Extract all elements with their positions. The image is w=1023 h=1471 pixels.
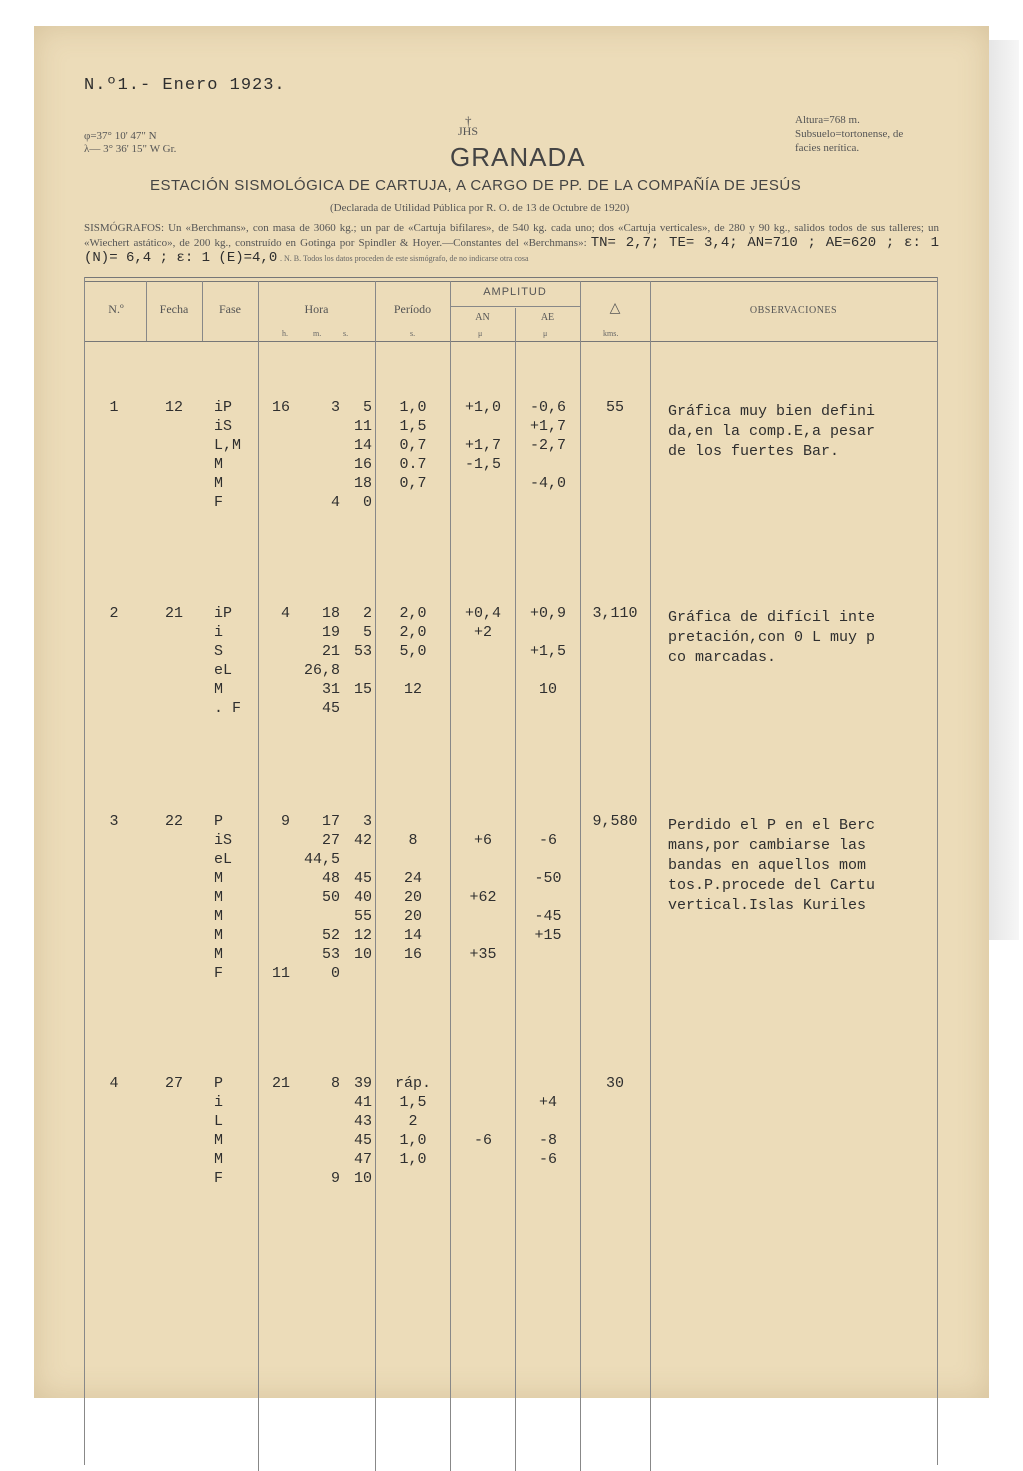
phase-cell: M	[214, 681, 224, 698]
second-cell: 11	[353, 418, 372, 435]
amplitude-ae-cell: -8	[538, 1132, 557, 1149]
declaration-note: (Declarada de Utilidad Pública por R. O. de 13 de Octubre de 1920)	[330, 202, 630, 214]
second-cell: 42	[353, 832, 372, 849]
period-cell: ráp.	[394, 1075, 431, 1092]
unit-hours: h.	[282, 329, 288, 338]
amplitude-ae-cell: +1,7	[529, 418, 566, 435]
phase-cell: M	[214, 889, 224, 906]
event-distance: 30	[605, 1075, 624, 1092]
period-cell: 1,0	[399, 399, 427, 416]
phase-cell: i	[214, 624, 224, 641]
observation-line: Perdido el P en el Berc	[668, 817, 876, 834]
period-cell: 2	[408, 1113, 418, 1130]
second-cell: 10	[353, 1170, 372, 1187]
minute-cell: 17	[321, 813, 340, 830]
header-no: N.º	[108, 302, 124, 316]
phase-cell: L	[214, 1113, 224, 1130]
minute-cell: 53	[321, 946, 340, 963]
event-date: 12	[164, 399, 183, 416]
unit-mu-an: μ	[478, 329, 483, 338]
amplitude-ae-cell: +1,5	[529, 643, 566, 660]
issue-label: N.º1.- Enero 1923.	[84, 76, 286, 95]
minute-cell: 31	[321, 681, 340, 698]
period-cell: 20	[403, 889, 422, 906]
hour-cell: 16	[271, 399, 290, 416]
altitude-line: Altura=768 m.	[795, 114, 860, 126]
phase-cell: . F	[214, 700, 242, 717]
phase-cell: P	[214, 813, 224, 830]
amplitude-an-cell: +6	[473, 832, 492, 849]
unit-minutes: m.	[313, 329, 322, 338]
minute-cell: 8	[330, 1075, 340, 1092]
minute-cell: 45	[321, 700, 340, 717]
phase-cell: M	[214, 870, 224, 887]
period-cell: 1,5	[399, 418, 427, 435]
header-bottom-rule	[84, 341, 937, 342]
phase-cell: eL	[214, 662, 233, 679]
period-cell: 16	[403, 946, 422, 963]
observation-line: tos.P.procede del Cartu	[668, 877, 876, 894]
amplitude-ae-cell: -50	[534, 870, 562, 887]
phase-cell: S	[214, 643, 224, 660]
amplitude-ae-cell: -6	[538, 832, 557, 849]
header-hora: Hora	[304, 302, 329, 316]
station-altitude	[795, 113, 903, 155]
minute-cell: 3	[330, 399, 340, 416]
second-cell: 10	[353, 946, 372, 963]
second-cell: 47	[353, 1151, 372, 1168]
phase-cell: M	[214, 475, 224, 492]
hour-cell: 4	[280, 605, 290, 622]
event-date: 22	[164, 813, 183, 830]
hour-cell: 21	[271, 1075, 290, 1092]
header-ae: AE	[540, 312, 555, 323]
phase-cell: M	[214, 946, 224, 963]
table-top-rule-2	[84, 281, 937, 282]
amplitude-an-cell: +35	[469, 946, 497, 963]
facies-line: facies nerítica.	[795, 142, 860, 154]
cross-icon: †	[465, 113, 472, 128]
phase-cell: M	[214, 456, 224, 473]
amplitude-ae-cell: -2,7	[529, 437, 566, 454]
minute-cell: 44,5	[303, 851, 340, 868]
nb-note: . N. B. Todos los datos proceden de este sismógrafo, de no indicarse otra cosa	[279, 254, 529, 263]
phase-cell: iS	[214, 418, 233, 435]
observation-line: pretación,con 0 L muy p	[668, 629, 876, 646]
seismographs-paragraph	[84, 221, 939, 266]
phase-cell: M	[214, 1132, 224, 1149]
page-title: GRANADA	[450, 142, 586, 172]
period-cell: 20	[403, 908, 422, 925]
observation-line: da,en la comp.E,a pesar	[668, 423, 876, 440]
amplitude-an-cell: +0,4	[464, 605, 501, 622]
header-delta: △	[609, 301, 621, 316]
second-cell: 5	[362, 624, 372, 641]
period-cell: 5,0	[399, 643, 427, 660]
event-date: 27	[164, 1075, 183, 1092]
col-sep-8	[650, 281, 651, 1471]
second-cell: 41	[353, 1094, 372, 1111]
minute-cell: 9	[330, 1170, 340, 1187]
period-cell: 8	[408, 832, 418, 849]
amplitude-an-cell: -1,5	[464, 456, 501, 473]
amplitude-ae-cell: +15	[534, 927, 562, 944]
phase-cell: M	[214, 927, 224, 944]
period-cell: 1,5	[399, 1094, 427, 1111]
amplitude-an-cell: +1,7	[464, 437, 501, 454]
phase-cell: F	[214, 494, 224, 511]
phase-cell: M	[214, 908, 224, 925]
second-cell: 12	[353, 927, 372, 944]
event-distance: 9,580	[592, 813, 638, 830]
event-number: 2	[109, 605, 119, 622]
header-fase: Fase	[219, 302, 241, 316]
period-cell: 24	[403, 870, 422, 887]
phase-cell: F	[214, 965, 224, 982]
phase-cell: eL	[214, 851, 233, 868]
second-cell: 0	[362, 494, 372, 511]
second-cell: 43	[353, 1113, 372, 1130]
col-sep-4	[375, 281, 376, 1471]
table-left-border	[84, 277, 85, 1465]
period-cell: 1,0	[399, 1151, 427, 1168]
second-cell: 40	[353, 889, 372, 906]
unit-mu-ae: μ	[543, 329, 548, 338]
instrument-constants: TN= 2,7; TE= 3,4; AN=710 ; AE=620 ; ε: 1 (N)= 6,4 ; ε: 1 (E)=4,0	[84, 235, 939, 266]
second-cell: 45	[353, 870, 372, 887]
minute-cell: 27	[321, 832, 340, 849]
second-cell: 45	[353, 1132, 372, 1149]
second-cell: 2	[362, 605, 372, 622]
phase-cell: iP	[214, 399, 233, 416]
amplitude-an-cell: +2	[473, 624, 492, 641]
period-cell: 12	[403, 681, 422, 698]
event-distance: 3,110	[592, 605, 638, 622]
observation-line: vertical.Islas Kuriles	[668, 897, 867, 914]
table-right-border	[937, 277, 938, 1465]
observation-line: de los fuertes Bar.	[668, 443, 840, 460]
col-sep-5	[450, 281, 451, 1471]
second-cell: 53	[353, 643, 372, 660]
amplitude-an-cell: +1,0	[464, 399, 501, 416]
minute-cell: 26,8	[303, 662, 340, 679]
amplitude-an-cell: +62	[469, 889, 497, 906]
phase-cell: i	[214, 1094, 224, 1111]
table-top-rule	[84, 277, 937, 278]
period-cell: 2,0	[399, 605, 427, 622]
header-amplitud: AMPLITUD	[483, 286, 547, 298]
second-cell: 16	[353, 456, 372, 473]
amplitude-ae-cell: -4,0	[529, 475, 566, 492]
minute-cell: 18	[321, 605, 340, 622]
amplitude-ae-cell: +0,9	[529, 605, 566, 622]
amplitude-ae-cell: -0,6	[529, 399, 566, 416]
period-cell: 14	[403, 927, 422, 944]
phase-cell: iS	[214, 832, 233, 849]
period-cell: 0,7	[399, 437, 427, 454]
minute-cell: 48	[321, 870, 340, 887]
second-cell: 15	[353, 681, 372, 698]
event-number: 3	[109, 813, 119, 830]
second-cell: 5	[362, 399, 372, 416]
phase-cell: F	[214, 1170, 224, 1187]
period-cell: 2,0	[399, 624, 427, 641]
subsoil-line: Subsuelo=tortonense, de	[795, 128, 904, 140]
minute-cell: 4	[330, 494, 340, 511]
unit-seconds: s.	[343, 329, 349, 338]
phase-cell: M	[214, 1151, 224, 1168]
header-observaciones: OBSERVACIONES	[749, 305, 838, 316]
amplitude-ae-cell: +4	[538, 1094, 557, 1111]
phase-cell: L,M	[214, 437, 242, 454]
event-number: 4	[109, 1075, 119, 1092]
minute-cell: 50	[321, 889, 340, 906]
latitude: φ=37° 10' 47" N	[84, 130, 157, 142]
second-cell: 3	[362, 813, 372, 830]
amplitude-divider	[450, 306, 580, 307]
header-periodo: Período	[393, 302, 432, 316]
coordinates	[84, 130, 176, 156]
second-cell: 55	[353, 908, 372, 925]
observation-line: mans,por cambiarse las	[668, 837, 867, 854]
event-date: 21	[164, 605, 183, 622]
second-cell: 14	[353, 437, 372, 454]
minute-cell: 19	[321, 624, 340, 641]
col-sep-6	[515, 308, 516, 1471]
event-distance: 55	[605, 399, 624, 416]
minute-cell: 21	[321, 643, 340, 660]
torn-edge	[989, 40, 1019, 940]
observation-line: Gráfica de difícil inte	[668, 609, 876, 626]
minute-cell: 52	[321, 927, 340, 944]
unit-kms: kms.	[603, 329, 619, 338]
header-an: AN	[475, 312, 490, 323]
observation-line: co marcadas.	[668, 649, 777, 666]
second-cell: 18	[353, 475, 372, 492]
minute-cell: 0	[330, 965, 340, 982]
observation-line: bandas en aquellos mom	[668, 857, 867, 874]
ihs-monogram: JHS	[458, 124, 479, 138]
period-cell: 0,7	[399, 475, 427, 492]
amplitude-ae-cell: -6	[538, 1151, 557, 1168]
amplitude-an-cell: -6	[473, 1132, 492, 1149]
longitude: λ— 3° 36' 15" W Gr.	[84, 143, 177, 155]
period-cell: 0.7	[399, 456, 427, 473]
header-fecha: Fecha	[159, 302, 189, 316]
col-sep-7	[580, 281, 581, 1471]
amplitude-ae-cell: 10	[538, 681, 557, 698]
observation-line: Gráfica muy bien defini	[668, 403, 876, 420]
hour-cell: 11	[271, 965, 290, 982]
event-number: 1	[109, 399, 119, 416]
phase-cell: iP	[214, 605, 233, 622]
amplitude-ae-cell: -45	[534, 908, 562, 925]
phase-cell: P	[214, 1075, 224, 1092]
period-cell: 1,0	[399, 1132, 427, 1149]
unit-period-seconds: s.	[410, 329, 416, 338]
seismographs-text: SISMÓGRAFOS: Un «Berchmans», con masa de 3060 kg.; un par de «Cartuja bifilares», de 540 kg. cada uno; dos «Cartuja verticales», de 280 y 90 kg., salidos todos de sus talleres; un «Wiechert astático», de 200 kg., construído en Gotinga por Spindler & Hoyer.—Constantes del «Berchmans»:	[84, 222, 939, 249]
second-cell: 39	[353, 1075, 372, 1092]
col-sep-3	[258, 281, 259, 1471]
hour-cell: 9	[280, 813, 290, 830]
station-heading: ESTACIÓN SISMOLÓGICA DE CARTUJA, A CARGO DE PP. DE LA COMPAÑÍA DE JESÚS	[150, 177, 802, 194]
